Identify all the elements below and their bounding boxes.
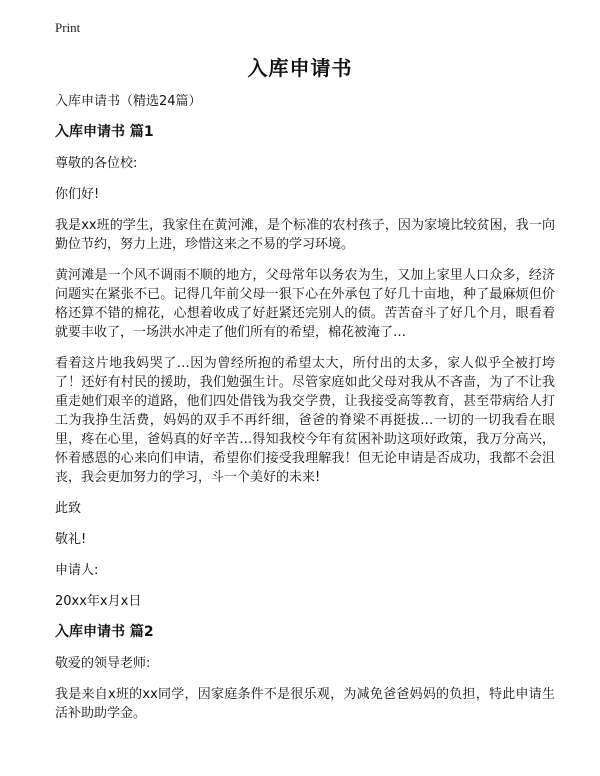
salutation: 尊敬的各位校:	[55, 156, 138, 171]
document-subtitle: 入库申请书（精选24篇）	[55, 94, 202, 109]
body-paragraph: 黄河滩是一个风不调雨不顺的地方，父母常年以务农为生，又加上家里人口众多，经济问题实在紧张不已。记得几年前父母一狠下心在外承包了好几十亩地，种了最麻烦但价格还算不错的棉花，心想着收成了好赶紧还完别人的债。苦苦奋斗了好几个月，眼看着就要丰收了，一场洪水冲走了他们所有的希望，棉花被淹了…	[55, 268, 555, 340]
body-paragraph: 我是来自x班的xx同学，因家庭条件不是很乐观，为减免爸爸妈妈的负担，特此申请生活补助助学金。	[55, 687, 555, 721]
date-line: 20xx年x月x日	[55, 594, 142, 609]
print-link[interactable]: Print	[55, 20, 81, 35]
greeting: 你们好!	[55, 187, 100, 202]
body-paragraph: 我是xx班的学生，我家住在黄河滩，是个标准的农村孩子，因为家境比较贫困，我一向勤位节约，努力上进，珍惜这来之不易的学习环境。	[55, 218, 555, 252]
document-title: 入库申请书	[247, 56, 353, 80]
document-body	[55, 92, 555, 735]
applicant-line: 申请人:	[55, 563, 99, 578]
salutation: 敬爱的领导老师:	[55, 656, 151, 671]
body-paragraph: 看着这片地我妈哭了…因为曾经所抱的希望太大，所付出的太多，家人似乎全被打垮了！还好有村民的援助，我们勉强生计。尽管家庭如此父母对我从不吝啬，为了不让我重走她们艰辛的道路，他们四处借钱为我交学费，让我接受高等教育，甚至带病给人打工为我挣生活费，妈妈的双手不再纤细，爸爸的脊梁不再挺拔…一切的一切我看在眼里，疼在心里，爸妈真的好辛苦…得知我校今年有贫困补助这项好政策，我万分高兴，怀着感恩的心来向们申请，希望你们接受我理解我！但无论申请是否成功，我都不会沮丧，我会更加努力的学习，斗一个美好的未来!	[55, 356, 555, 485]
closing-salute: 敬礼!	[55, 532, 87, 547]
closing-line: 此致	[55, 501, 82, 516]
section-heading-1: 入库申请书 篇1	[55, 124, 154, 140]
section-heading-2: 入库申请书 篇2	[55, 624, 154, 640]
